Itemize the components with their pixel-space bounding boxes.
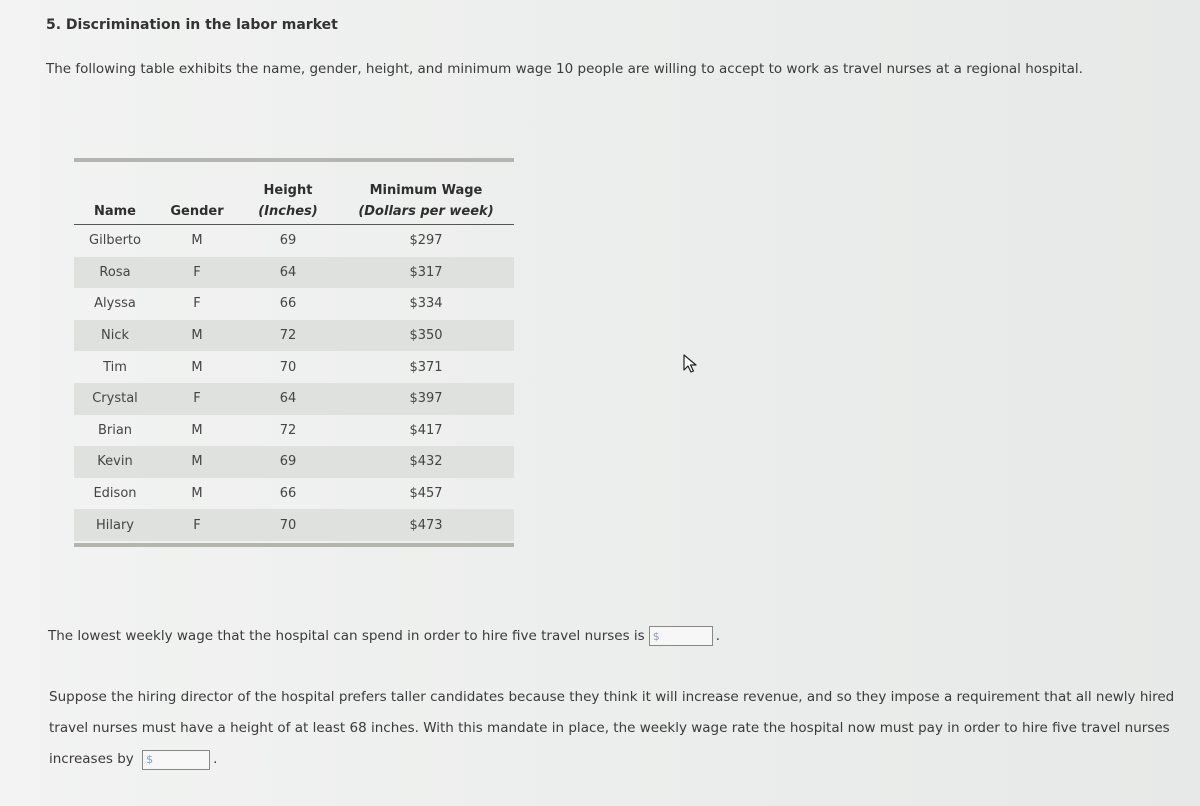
table-row — [74, 383, 514, 415]
answer-1-prompt: The lowest weekly wage that the hospital can spend in order to hire five travel nurses is — [48, 628, 645, 644]
cell-gender: F — [156, 383, 238, 415]
cell-wage: $457 — [409, 486, 443, 502]
cell-height: 64 — [238, 383, 338, 415]
cell-wage: $371 — [409, 359, 443, 375]
lowest-wage-input[interactable] — [649, 626, 713, 646]
answer-2-prompt: Suppose the hiring director of the hospital prefers taller candidates because they think it will increase revenue, and so they impose a requirement that all newly hired travel nurses must have a height of at least 68 inches. With this mandate in place, the weekly wage rate the hospital now must pay in order to hire five travel nurses increases by — [49, 689, 1175, 767]
table-row — [74, 288, 514, 320]
answer-line-1 — [48, 626, 720, 646]
wage-increase-input[interactable] — [142, 750, 210, 770]
table-row — [74, 509, 514, 541]
answer-1-period: . — [715, 628, 720, 644]
header-wage-unit: (Dollars per week) — [338, 198, 514, 225]
cell-gender: F — [156, 257, 238, 289]
cell-height: 70 — [279, 359, 297, 375]
cell-wage: $317 — [338, 257, 514, 289]
cell-name: Alyssa — [94, 296, 136, 312]
cell-gender: M — [191, 486, 203, 502]
table-body — [74, 225, 514, 541]
cell-wage: $297 — [409, 233, 443, 249]
table-row — [74, 320, 514, 352]
table-row — [74, 446, 514, 478]
table-bottom-rule — [74, 543, 514, 547]
cell-height: 64 — [238, 257, 338, 289]
cell-gender: M — [156, 320, 238, 352]
lowest-wage-currency: $ — [652, 629, 660, 643]
cell-height: 66 — [279, 296, 297, 312]
nurse-table — [74, 158, 514, 547]
table-row — [74, 225, 514, 257]
question-intro: The following table exhibits the name, gender, height, and minimum wage 10 people are willing to accept to work as travel nurses at a regional hospital. — [46, 61, 1083, 77]
cell-wage: $334 — [409, 296, 443, 312]
cell-gender: M — [191, 359, 203, 375]
mouse-pointer-icon — [683, 354, 699, 378]
table-row — [74, 351, 514, 383]
answer-paragraph-2 — [49, 682, 1179, 775]
cell-height: 70 — [238, 509, 338, 541]
cell-gender: M — [191, 422, 203, 438]
table-row — [74, 257, 514, 289]
wage-increase-currency: $ — [146, 753, 154, 766]
cell-name: Gilberto — [89, 233, 141, 249]
cell-gender: M — [191, 233, 203, 249]
answer-2-period: . — [213, 751, 218, 767]
cell-wage: $432 — [338, 446, 514, 478]
cell-name: Hilary — [74, 509, 156, 541]
cell-name: Crystal — [74, 383, 156, 415]
cell-wage: $417 — [409, 422, 443, 438]
cell-height: 69 — [238, 446, 338, 478]
cell-name: Edison — [93, 486, 137, 502]
header-gender: Gender — [156, 198, 238, 225]
cell-gender: F — [193, 296, 201, 312]
table-row — [74, 478, 514, 510]
header-wage: Minimum Wage — [369, 183, 483, 198]
cell-height: 72 — [238, 320, 338, 352]
cell-gender: M — [156, 446, 238, 478]
cell-height: 72 — [279, 422, 297, 438]
header-height: Height — [263, 183, 313, 198]
cell-name: Nick — [74, 320, 156, 352]
cell-name: Tim — [103, 359, 127, 375]
cell-name: Kevin — [74, 446, 156, 478]
cell-gender: F — [156, 509, 238, 541]
cell-name: Rosa — [74, 257, 156, 289]
cell-height: 69 — [279, 233, 297, 249]
table-row — [74, 415, 514, 447]
cell-height: 66 — [279, 486, 297, 502]
header-height-unit: (Inches) — [238, 198, 338, 225]
question-title: 5. Discrimination in the labor market — [46, 17, 338, 33]
cell-name: Brian — [97, 422, 133, 438]
cell-wage: $397 — [338, 383, 514, 415]
cell-wage: $473 — [338, 509, 514, 541]
cell-wage: $350 — [338, 320, 514, 352]
header-name: Name — [74, 198, 156, 225]
data-table — [74, 172, 514, 541]
table-top-rule — [74, 158, 514, 162]
